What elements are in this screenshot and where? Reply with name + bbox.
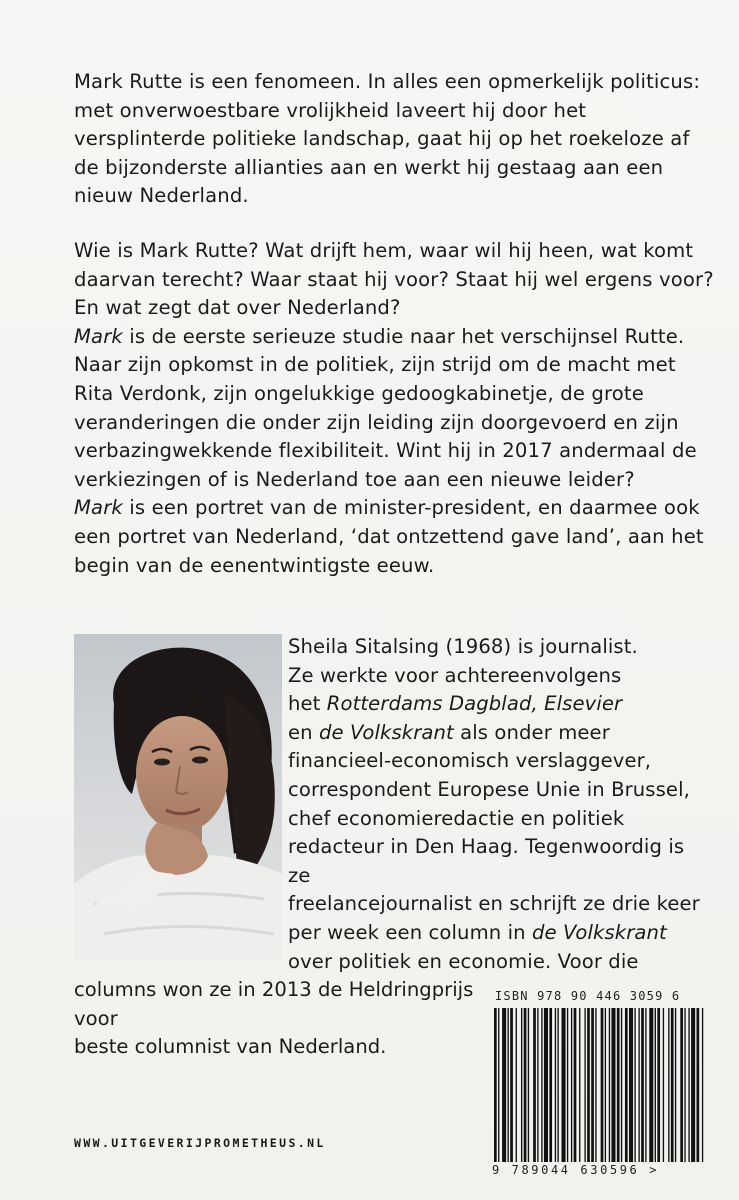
barcode-bar xyxy=(579,1008,580,1162)
blurb-text xyxy=(74,68,714,580)
barcode-bar xyxy=(657,1008,660,1162)
barcode-bar xyxy=(611,1008,615,1162)
barcode-bar xyxy=(645,1008,646,1162)
bio-line: over politiek en economie. Voor die xyxy=(288,949,639,973)
bio-line: redacteur in Den Haag. Tegenwoordig is ze xyxy=(288,835,685,887)
barcode-bar xyxy=(510,1008,513,1162)
barcode-bar xyxy=(541,1008,542,1162)
barcode-bar xyxy=(629,1008,633,1162)
barcode-bar xyxy=(567,1008,568,1162)
bio-line xyxy=(288,919,708,948)
author-bio-bottom xyxy=(74,976,494,1062)
bio-line: Sheila Sitalsing (1968) is journalist. xyxy=(288,635,638,658)
barcode-bar xyxy=(638,1008,639,1162)
barcode-bar xyxy=(521,1008,522,1162)
bio-line: columns won ze in 2013 de Heldringprijs voor xyxy=(74,978,474,1030)
bio-text: als onder meer xyxy=(453,720,610,744)
barcode-bar xyxy=(649,1008,653,1162)
bio-line: chef economieredactie en politiek xyxy=(288,806,625,830)
barcode-bar xyxy=(688,1008,689,1162)
barcode-bar xyxy=(621,1008,622,1162)
book-title-italic: Mark xyxy=(74,496,123,520)
barcode-bar xyxy=(494,1008,497,1162)
bio-line: financieel-economisch verslaggever, xyxy=(288,749,652,773)
barcode-bar xyxy=(663,1008,664,1162)
barcode-bar xyxy=(675,1008,676,1162)
barcode-bar xyxy=(587,1008,590,1162)
publication-name-italic: de Volkskrant xyxy=(319,720,454,744)
blurb-paragraph-3 xyxy=(74,323,714,495)
bio-line xyxy=(288,719,708,748)
publication-name-italic: de Volkskrant xyxy=(532,920,667,944)
barcode-bar xyxy=(502,1008,506,1162)
barcode-bar xyxy=(555,1008,556,1162)
barcode-bar xyxy=(516,1008,517,1162)
publication-name-italic: Rotterdams Dagblad, Elsevier xyxy=(326,692,623,716)
barcode-bar xyxy=(544,1008,548,1162)
barcode-bar xyxy=(574,1008,577,1162)
author-bio-side xyxy=(288,633,708,976)
bio-line: freelancejournalist en schrijft ze drie keer xyxy=(288,892,700,916)
barcode-bar xyxy=(634,1008,635,1162)
blurb-paragraph-2: Wie is Mark Rutte? Wat drijft hem, waar wil hij heen, wat komt daarvan terecht? Waar staat hij voor? Staat hij wel ergens voor? En wat zegt dat over Nederland? xyxy=(74,238,714,320)
bio-text: en xyxy=(288,720,320,744)
barcode-bar xyxy=(680,1008,683,1162)
isbn-label: ISBN 978 90 446 3059 6 xyxy=(495,989,681,1003)
barcode-bar xyxy=(595,1008,596,1162)
barcode-bar xyxy=(557,1008,558,1162)
barcode-bar xyxy=(617,1008,620,1162)
barcode-bar xyxy=(524,1008,527,1162)
isbn-barcode xyxy=(492,1008,706,1162)
barcode-bar xyxy=(533,1008,536,1162)
barcode-bar xyxy=(528,1008,529,1162)
barcode-digits: 9 789044 630596 > xyxy=(492,1163,660,1177)
publisher-website: WWW.UITGEVERIJPROMETHEUS.NL xyxy=(74,1136,326,1150)
bio-line xyxy=(288,690,708,719)
barcode-bar xyxy=(697,1008,700,1162)
barcode-bar xyxy=(549,1008,552,1162)
barcode-bar xyxy=(684,1008,685,1162)
barcode-bar xyxy=(498,1008,499,1162)
author-photo xyxy=(74,634,282,960)
barcode-bar xyxy=(671,1008,674,1162)
barcode-bar xyxy=(601,1008,604,1162)
barcode-bar xyxy=(609,1008,610,1162)
bio-text: het xyxy=(288,692,327,716)
barcode-bar xyxy=(562,1008,566,1162)
book-title-italic: Mark xyxy=(74,324,123,348)
barcode-bar xyxy=(668,1008,669,1162)
bio-line: Ze werkte voor achtereenvolgens xyxy=(288,663,622,687)
barcode-bar xyxy=(655,1008,656,1162)
barcode-bar xyxy=(702,1008,703,1162)
bio-line: beste columnist van Nederland. xyxy=(74,1035,387,1059)
barcode-bar xyxy=(625,1008,628,1162)
bio-line: correspondent Europese Unie in Brussel, xyxy=(288,777,690,801)
author-portrait-illustration xyxy=(74,634,282,960)
barcode-bar xyxy=(591,1008,594,1162)
bio-text: per week een column in xyxy=(288,920,532,944)
blurb-paragraph-4-text: is een portret van de minister-president, en daarmee ook een portret van Nederland, ‘dat ontzettend gave land’, aan het begin van de eenentwintigste eeuw. xyxy=(74,496,704,577)
blurb-paragraph-3-text: is de eerste serieuze studie naar het verschijnsel Rutte. Naar zijn opkomst in de politiek, zijn strijd om de macht met Rita Verdonk, zijn ongelukkige gedoogkabinetje, de grote veranderingen die onder zijn leiding zijn doorgevoerd en zijn verbazingwekkende flexibiliteit. Wint hij in 2017 andermaal de verkiezingen of is Nederland toe aan een nieuwe leider? xyxy=(74,324,697,491)
barcode-bar xyxy=(641,1008,644,1162)
barcode-bar xyxy=(571,1008,572,1162)
barcode-bar xyxy=(508,1008,509,1162)
barcode-bar xyxy=(691,1008,695,1162)
blurb-paragraph-1: Mark Rutte is een fenomeen. In alles een opmerkelijk politicus: met onverwoestbare vrolijkheid laveert hij door het versplinterde politieke landschap, gaat hij op het roekeloze af de bijzonderste allianties aan en werkt hij gestaag aan een nieuw Nederland. xyxy=(74,70,701,208)
blurb-paragraph-4 xyxy=(74,494,714,580)
barcode-bar xyxy=(605,1008,606,1162)
barcode-bar xyxy=(584,1008,585,1162)
barcode-bar xyxy=(537,1008,538,1162)
